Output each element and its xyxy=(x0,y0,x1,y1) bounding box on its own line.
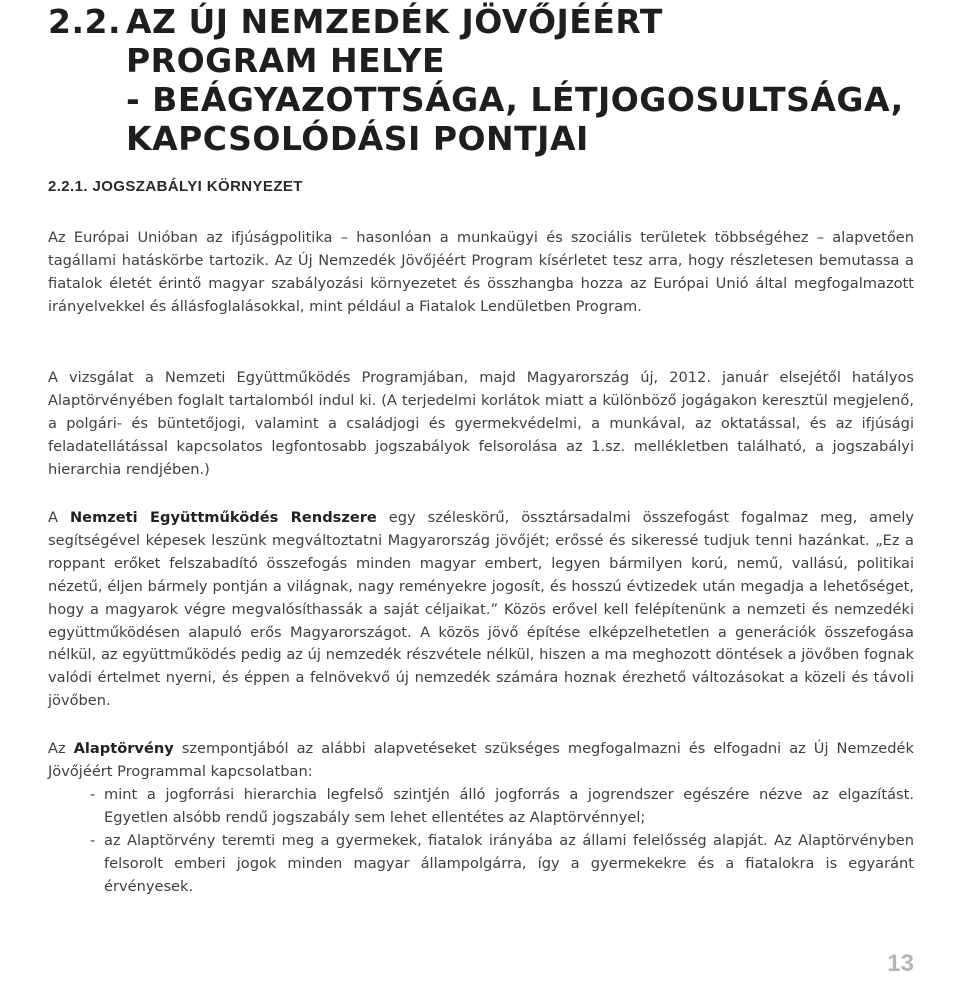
bold-term-alaptorveny: Alaptörvény xyxy=(73,740,174,757)
paragraph-examination: A vizsgálat a Nemzeti Együttműködés Programjában, majd Magyarország új, 2012. január elsejétől hatályos Alaptörvényében foglalt tartalomból indul ki. (A terjedelmi korlátok miatt a különböző jogágakon keresztül megjelenő, a polgári- és büntetőjogi, valamint a családjogi és gyermekvédelmi, a munkával, az oktatással, és az ifjúsági feladatellátással kapcsolatos legfontosabb jogszabályok felsorolása az 1.sz. mellékletben található, a jogszabályi hierarchia rendjében.) xyxy=(48,369,914,478)
section-subheading: 2.2.1. JOGSZABÁLYI KÖRNYEZET xyxy=(48,178,303,195)
bold-term-ner: Nemzeti Együttműködés Rendszere xyxy=(69,509,377,526)
chapter-heading xyxy=(48,2,928,158)
heading-line-2: PROGRAM HELYE xyxy=(126,41,446,80)
heading-line-3: - BEÁGYAZOTTSÁGA, LÉTJOGOSULTSÁGA, xyxy=(126,80,904,119)
list-item: - az Alaptörvény teremti meg a gyermekek, fiatalok irányába az állami felelősség alapját. Az Alaptörvényben felsorolt emberi jogok minden magyar állampolgárra, így a gyermekekre és a fiatalokra is egyaránt érvényesek. xyxy=(90,831,914,895)
list-item: - mint a jogforrási hierarchia legfelső szintjén álló jogforrás a jogrendszer egészére nézve az elgazítást. Egyetlen alsóbb rendű jogszabály sem lehet ellentétes az Alaptörvénnyel; xyxy=(90,786,914,826)
heading-line-1: 2.2. AZ ÚJ NEMZEDÉK JÖVŐJÉÉRT xyxy=(48,2,663,41)
page-number: 13 xyxy=(887,950,914,977)
paragraph-fundamental-law: Az Alaptörvény szempontjából az alábbi alapvetéseket szükséges megfogalmazni és elfogadni az Új Nemzedék Jövőjéért Programmal kapcsolatban: xyxy=(48,740,914,780)
heading-line-4: KAPCSOLÓDÁSI PONTJAI xyxy=(126,119,589,158)
paragraph-eu-youth-policy: Az Európai Unióban az ifjúságpolitika – hasonlóan a munkaügyi és szociális területek többségéhez – alapvetően tagállami hatáskörbe tartozik. Az Új Nemzedék Jövőjéért Program kísérletet tesz arra, hogy részletesen bemutassa a fiatalok életét érintő magyar szabályozási környezetet és összhangba hozza az Európai Unió által megfogalmazott irányelvekkel és állásfoglalásokkal, mint például a Fiatalok Lendületben Program. xyxy=(48,229,914,315)
paragraph-national-cooperation: A Nemzeti Együttműködés Rendszere egy széleskörű, össztársadalmi összefogást fogalmaz meg, amely segítségével képesek leszünk megváltoztatni Magyarország jövőjét; erőssé és sikeressé tudjuk tenni hazánkat. „Ez a roppant erőket felszabadító összefogás minden magyar embert, legyen bármilyen korú, nemű, vallású, politikai nézetű, éljen bármely pontján a világnak, nagy reményekre jogosít, és hosszú évtizedek után megadja a lehetőséget, hogy a magyarok végre megvalósíthassák a saját céljaikat.” Közös erővel kell felépítenünk a nemzeti és nemzedéki együttműködésen alapuló erős Magyarországot. A közös jövő építése elképzelhetetlen a generációk összefogása nélkül, az együttműködés pedig az új nemzedék részvétele nélkül, hiszen a ma meghozott döntések a jövőben fognak valódi értelmet nyerni, és éppen a felnövekvő új nemzedék számára hoznak érezhető változásokat a közeli és távoli jövőben. xyxy=(48,509,915,710)
principles-list xyxy=(48,784,914,899)
chapter-number: 2.2. xyxy=(48,2,121,41)
